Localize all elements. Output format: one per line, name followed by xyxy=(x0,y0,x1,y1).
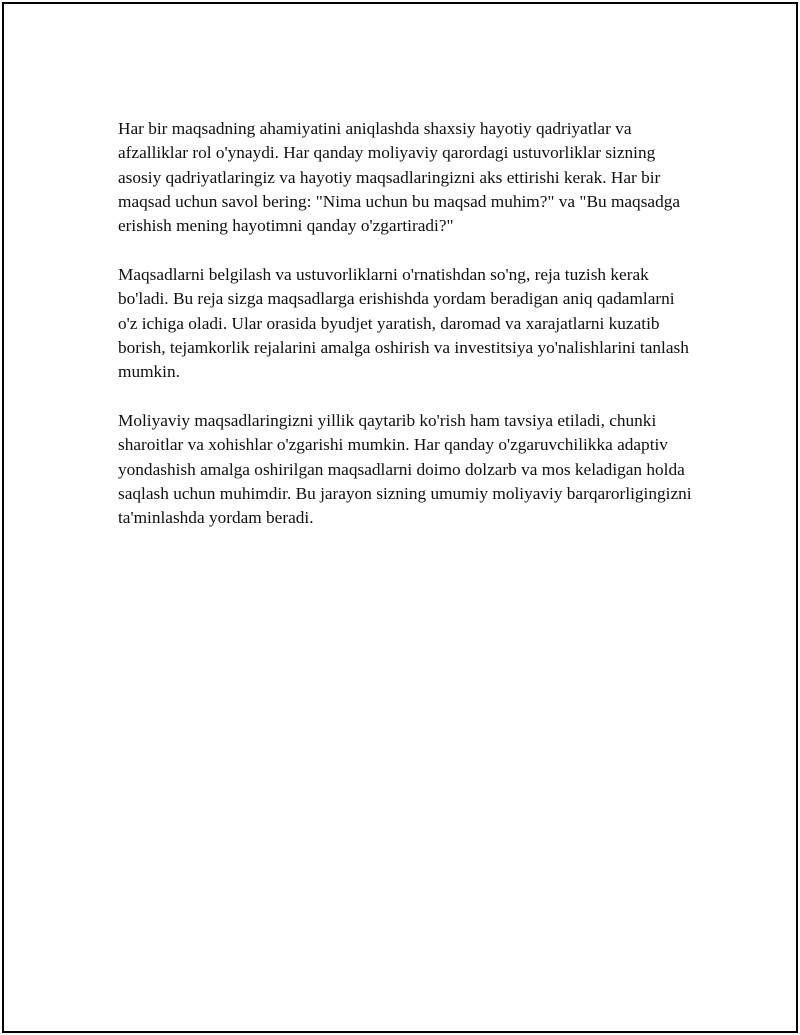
document-body xyxy=(118,117,698,555)
paragraph-values: Har bir maqsadning ahamiyatini aniqlashda shaxsiy hayotiy qadriyatlar va afzalliklar rol o'ynaydi. Har qanday moliyaviy qarordagi ustuvorliklar sizning asosiy qadriyatlaringiz va hayotiy maqsadlaringizni aks ettirishi kerak. Har bir maqsad uchun savol bering: "Nima uchun bu maqsad muhim?" va "Bu maqsadga erishish mening hayotimni qanday o'zgartiradi?" xyxy=(118,119,681,236)
paragraph-planning: Maqsadlarni belgilash va ustuvorliklarni o'rnatishdan so'ng, reja tuzish kerak bo'ladi. Bu reja sizga maqsadlarga erishishda yordam beradigan aniq qadamlarni o'z ichiga oladi. Ular orasida byudjet yaratish, daromad va xarajatlarni kuzatib borish, tejamkorlik rejalarini amalga oshirish va investitsiya yo'nalishlarini tanlash mumkin. xyxy=(118,265,689,382)
paragraph-review: Moliyaviy maqsadlaringizni yillik qaytarib ko'rish ham tavsiya etiladi, chunki sharoitlar va xohishlar o'zgarishi mumkin. Har qanday o'zgaruvchilikka adaptiv yondashish amalga oshirilgan maqsadlarni doimo dolzarb va mos keladigan holda saqlash uchun muhimdir. Bu jarayon sizning umumiy moliyaviy barqarorligingizni ta'minlashda yordam beradi. xyxy=(118,411,692,528)
